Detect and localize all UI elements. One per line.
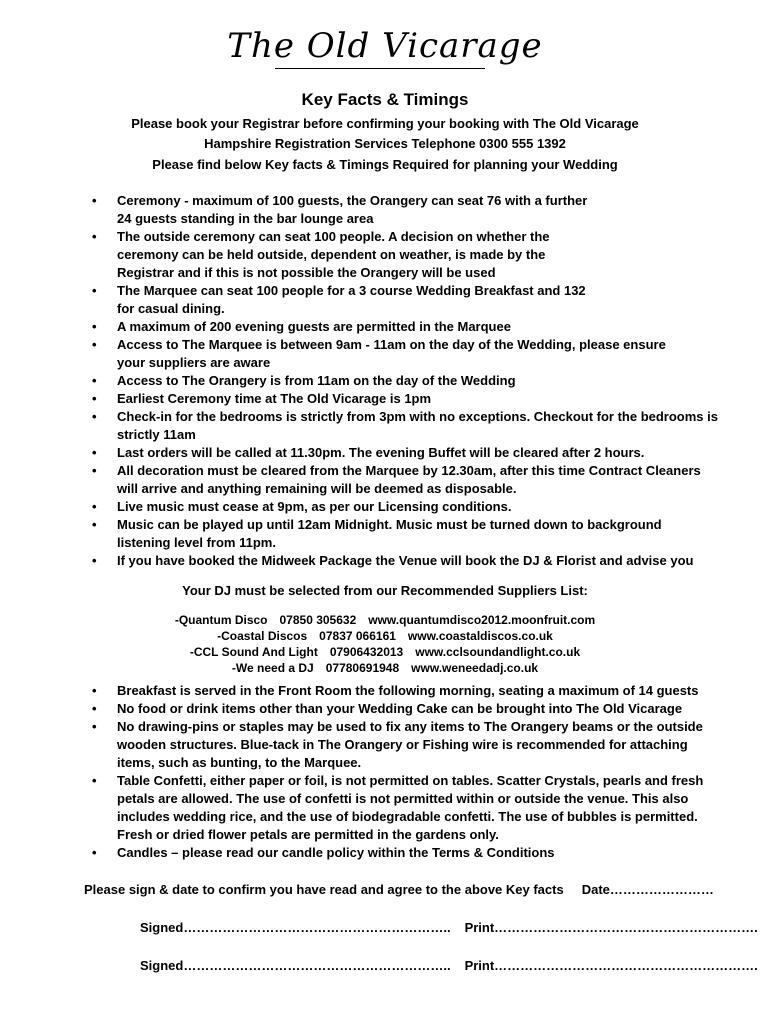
signature-row [140, 958, 758, 973]
confirmation-text: Please sign & date to confirm you have read and agree to the above Key facts [84, 882, 564, 897]
line: listening level from 11pm. [117, 535, 276, 550]
line: Music can be played up until 12am Midnight. Music must be turned down to background [117, 517, 662, 532]
line: No food or drink items other than your Wedding Cake can be brought into The Old Vicarage [117, 701, 683, 716]
list-item [92, 718, 742, 772]
line: Live music must cease at 9pm, as per our Licensing conditions. [117, 499, 512, 514]
line: petals are allowed. The use of confetti is not permitted within or outside the venue. This also [117, 791, 689, 806]
supplier-website: www.coastaldiscos.co.uk [407, 629, 553, 643]
list-item [92, 318, 742, 336]
date-field[interactable]: Date…………………… [581, 882, 714, 897]
line: Table Confetti, either paper or foil, is not permitted on tables. Scatter Crystals, pearls and fresh [117, 773, 704, 788]
signed-field[interactable]: Signed…………………………………………………….. [140, 920, 451, 935]
list-item [92, 228, 742, 282]
list-item [92, 282, 742, 318]
intro-line: Hampshire Registration Services Telephone 0300 555 1392 [204, 136, 566, 151]
line: items, such as bunting, to the Marquee. [117, 755, 362, 770]
list-item [92, 408, 742, 444]
supplier-list [0, 612, 770, 676]
line: Ceremony - maximum of 100 guests, the Orangery can seat 76 with a further [117, 193, 588, 208]
list-item [92, 844, 742, 862]
confirmation-line [84, 882, 714, 897]
list-item [92, 336, 742, 372]
list-item [92, 192, 742, 228]
supplier-website: www.weneedadj.co.uk [411, 661, 539, 675]
line: strictly 11am [117, 427, 196, 442]
venue-rules-list [92, 682, 742, 862]
supplier-phone: 07837 066161 [319, 629, 396, 643]
line: Registrar and if this is not possible the Orangery will be used [117, 265, 496, 280]
signed-field[interactable]: Signed…………………………………………………….. [140, 958, 451, 973]
intro-line: Please find below Key facts & Timings Required for planning your Wedding [152, 157, 618, 172]
supplier-phone: 07906432013 [329, 645, 404, 659]
signature-row [140, 920, 758, 935]
line: Access to The Orangery is from 11am on the day of the Wedding [117, 373, 516, 388]
line: A maximum of 200 evening guests are permitted in the Marquee [117, 319, 511, 334]
print-field[interactable]: Print……………………………………………………. [464, 920, 758, 935]
list-item [92, 498, 742, 516]
line: for casual dining. [117, 301, 225, 316]
line: your suppliers are aware [117, 355, 271, 370]
list-item [92, 444, 742, 462]
print-field[interactable]: Print……………………………………………………. [464, 958, 758, 973]
supplier-row [0, 612, 770, 628]
list-item [92, 516, 742, 552]
line: Check-in for the bedrooms is strictly from 3pm with no exceptions. Checkout for the bedrooms is [117, 409, 718, 424]
list-item [92, 552, 742, 570]
line: If you have booked the Midweek Package the Venue will book the DJ & Florist and advise you [117, 553, 694, 568]
list-item [92, 700, 742, 718]
line: Candles – please read our candle policy within the Terms & Conditions [117, 845, 555, 860]
supplier-phone: 07780691948 [325, 661, 400, 675]
line: All decoration must be cleared from the Marquee by 12.30am, after this time Contract Cleaners [117, 463, 701, 478]
supplier-website: www.quantumdisco2012.moonfruit.com [368, 613, 596, 627]
line: 24 guests standing in the bar lounge area [117, 211, 374, 226]
supplier-row [0, 628, 770, 644]
line: The outside ceremony can seat 100 people. A decision on whether the [117, 229, 550, 244]
supplier-row [0, 660, 770, 676]
intro-line: Please book your Registrar before confirming your booking with The Old Vicarage [131, 116, 639, 131]
line: Breakfast is served in the Front Room the following morning, seating a maximum of 14 guests [117, 683, 699, 698]
logo-underline [275, 68, 485, 69]
supplier-name: -Quantum Disco [174, 613, 268, 627]
line: The Marquee can seat 100 people for a 3 course Wedding Breakfast and 132 [117, 283, 586, 298]
supplier-phone: 07850 305632 [279, 613, 357, 627]
supplier-name: -Coastal Discos [217, 629, 308, 643]
supplier-name: -We need a DJ [231, 661, 314, 675]
line: will arrive and anything remaining will be deemed as disposable. [117, 481, 517, 496]
line: No drawing-pins or staples may be used to fix any items to The Orangery beams or the outside [117, 719, 703, 734]
dj-suppliers-heading: Your DJ must be selected from our Recommended Suppliers List: [182, 583, 588, 598]
list-item [92, 372, 742, 390]
list-item [92, 682, 742, 700]
line: Earliest Ceremony time at The Old Vicarage is 1pm [117, 391, 432, 406]
list-item [92, 772, 742, 844]
line: Access to The Marquee is between 9am - 11am on the day of the Wedding, please ensure [117, 337, 666, 352]
key-facts-list [92, 192, 742, 570]
list-item [92, 390, 742, 408]
list-item [92, 462, 742, 498]
page-title: Key Facts & Timings [301, 90, 469, 109]
line: ceremony can be held outside, dependent on weather, is made by the [117, 247, 546, 262]
line: Fresh or dried flower petals are permitted in the gardens only. [117, 827, 499, 842]
line: Last orders will be called at 11.30pm. The evening Buffet will be cleared after 2 hours. [117, 445, 645, 460]
supplier-name: -CCL Sound And Light [189, 645, 318, 659]
supplier-website: www.cclsoundandlight.co.uk [415, 645, 581, 659]
logo: The Old Vicarage [227, 26, 543, 66]
line: includes wedding rice, and the use of biodegradable confetti. The use of bubbles is permitted. [117, 809, 698, 824]
supplier-row [0, 644, 770, 660]
line: wooden structures. Blue-tack in The Orangery or Fishing wire is recommended for attaching [117, 737, 688, 752]
